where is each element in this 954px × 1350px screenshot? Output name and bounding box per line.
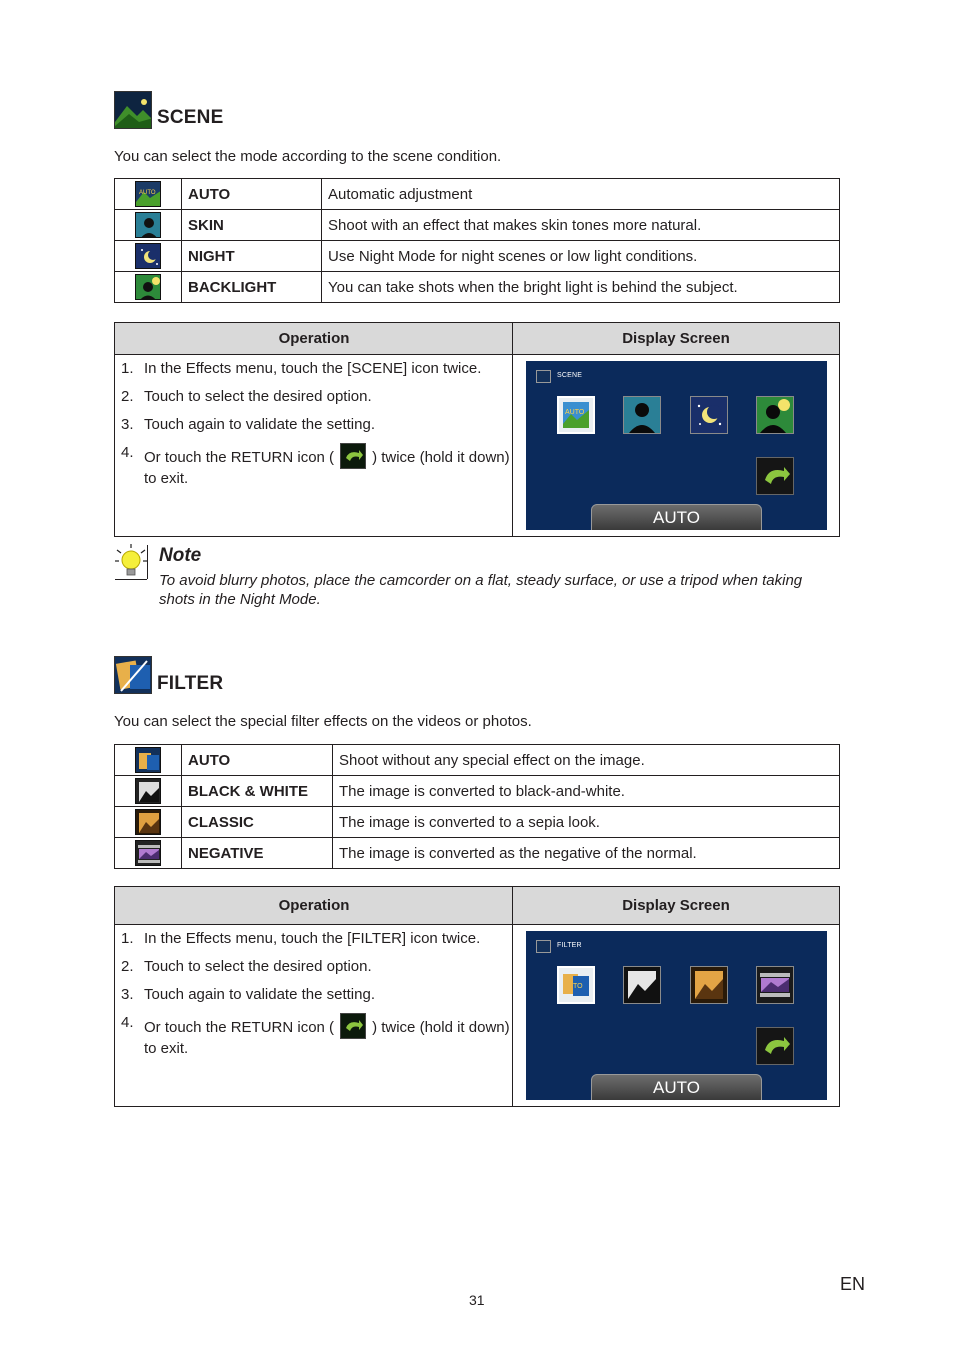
filter-title: FILTER	[157, 673, 224, 694]
filter-auto-tile[interactable]	[557, 966, 595, 1004]
scene-small-icon	[536, 370, 551, 383]
classic-tile[interactable]	[690, 966, 728, 1004]
step-item: 2. Touch to select the desired option.	[121, 388, 372, 405]
table-row	[115, 179, 840, 210]
option-name: NEGATIVE	[182, 838, 333, 869]
black-white-icon	[135, 778, 161, 804]
step-item: 2. Touch to select the desired option.	[121, 958, 372, 975]
option-name: AUTO	[182, 745, 333, 776]
option-name: BACKLIGHT	[182, 272, 322, 303]
option-desc: Shoot with an effect that makes skin tones more natural.	[322, 210, 840, 241]
operation-header: Operation	[115, 323, 513, 355]
screen-label: SCENE	[557, 372, 583, 379]
filter-steps	[115, 929, 511, 1067]
display-screen-header: Display Screen	[513, 323, 839, 355]
option-desc: The image is converted as the negative of the normal.	[333, 838, 840, 869]
black-white-tile[interactable]	[623, 966, 661, 1004]
scene-title: SCENE	[157, 107, 224, 128]
table-row	[115, 272, 840, 303]
return-icon	[340, 443, 366, 469]
option-name: NIGHT	[182, 241, 322, 272]
note-divider-vertical	[147, 545, 148, 579]
classic-icon	[135, 809, 161, 835]
selected-option-bar: AUTO	[591, 1074, 762, 1100]
option-name: AUTO	[182, 179, 322, 210]
filter-section-icon	[114, 656, 152, 694]
scene-display-screen	[526, 361, 827, 530]
skin-icon	[135, 212, 161, 238]
page-number: 31	[469, 1292, 485, 1308]
return-icon	[340, 1013, 366, 1039]
option-desc: The image is converted to a sepia look.	[333, 807, 840, 838]
scene-intro: You can select the mode according to the scene condition.	[114, 148, 502, 165]
night-tile[interactable]	[690, 396, 728, 434]
filter-display-screen	[526, 931, 827, 1100]
display-screen-header: Display Screen	[513, 887, 839, 925]
language-label: EN	[840, 1274, 866, 1294]
lightbulb-icon	[114, 543, 148, 579]
step-item: 1. In the Effects menu, touch the [SCENE] icon twice.	[121, 360, 482, 377]
scene-options-table	[114, 178, 840, 303]
filter-small-icon	[536, 940, 551, 953]
tile-auto-text: AUTO	[565, 409, 585, 416]
note-title: Note	[159, 545, 202, 566]
negative-tile[interactable]	[756, 966, 794, 1004]
night-icon	[135, 243, 161, 269]
note-text: To avoid blurry photos, place the camcorder on a flat, steady surface, or use a tripod when taking shots in the Night Mode.	[159, 572, 803, 608]
step-item: 3. Touch again to validate the setting.	[121, 416, 375, 433]
table-row	[115, 807, 840, 838]
filter-operation-table	[114, 886, 840, 1107]
return-button[interactable]	[756, 1027, 794, 1065]
option-desc: Automatic adjustment	[322, 179, 840, 210]
screen-label: FILTER	[557, 942, 582, 949]
scene-operation-table	[114, 322, 840, 537]
scene-auto-tile[interactable]	[557, 396, 595, 434]
svg-text:AUTO: AUTO	[139, 190, 156, 196]
tile-auto-text: TO	[573, 983, 583, 990]
operation-header: Operation	[115, 887, 513, 925]
selected-option-bar: AUTO	[591, 504, 762, 530]
note-divider	[115, 579, 147, 580]
table-row	[115, 210, 840, 241]
option-name: SKIN	[182, 210, 322, 241]
backlight-icon	[135, 274, 161, 300]
table-row	[115, 241, 840, 272]
option-name: BLACK & WHITE	[182, 776, 333, 807]
option-desc: Use Night Mode for night scenes or low light conditions.	[322, 241, 840, 272]
step-item: 4. Or touch the RETURN icon ( ) twice (hold it down) to exit.	[121, 1014, 510, 1057]
auto-filter-icon	[135, 747, 161, 773]
option-desc: You can take shots when the bright light is behind the subject.	[322, 272, 840, 303]
filter-options-table	[114, 744, 840, 869]
table-row	[115, 776, 840, 807]
option-name: CLASSIC	[182, 807, 333, 838]
filter-intro: You can select the special filter effects on the videos or photos.	[114, 713, 532, 730]
scene-section-icon	[114, 91, 152, 129]
backlight-tile[interactable]	[756, 396, 794, 434]
option-desc: The image is converted to black-and-white.	[333, 776, 840, 807]
option-desc: Shoot without any special effect on the image.	[333, 745, 840, 776]
step-item: 4. Or touch the RETURN icon ( ) twice (hold it down) to exit.	[121, 444, 510, 487]
table-row	[115, 745, 840, 776]
step-item: 3. Touch again to validate the setting.	[121, 986, 375, 1003]
auto-scene-icon	[135, 181, 161, 207]
return-button[interactable]	[756, 457, 794, 495]
negative-icon	[135, 840, 161, 866]
skin-tile[interactable]	[623, 396, 661, 434]
step-item: 1. In the Effects menu, touch the [FILTER] icon twice.	[121, 930, 481, 947]
scene-steps	[115, 359, 511, 497]
table-row	[115, 838, 840, 869]
